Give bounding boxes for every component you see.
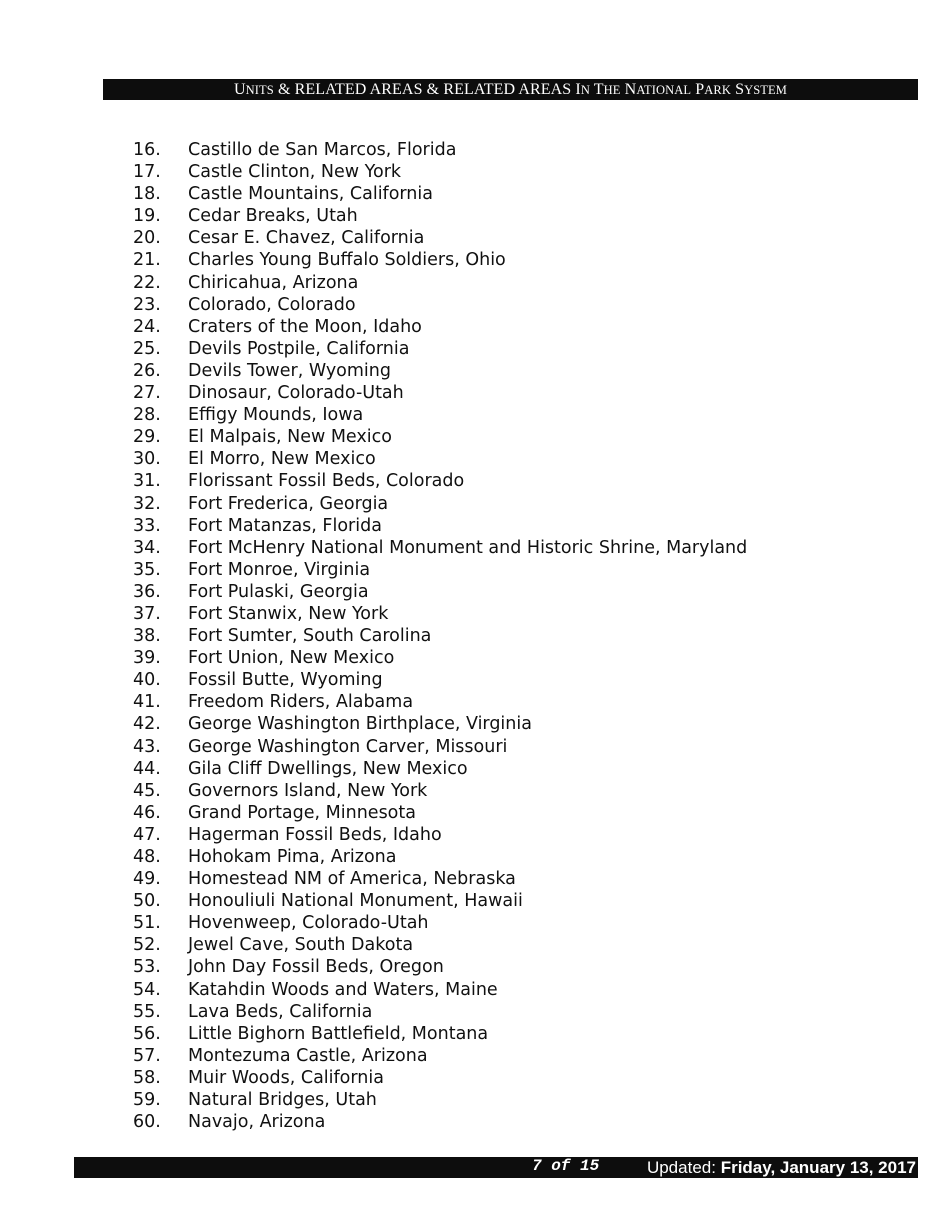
- header-text-segment: N: [620, 81, 637, 98]
- item-number: 27.: [133, 383, 161, 404]
- item-text: Fossil Butte, Wyoming: [188, 670, 383, 691]
- item-text: Hagerman Fossil Beds, Idaho: [188, 824, 442, 845]
- item-number: 37.: [133, 603, 161, 624]
- list-item: [0, 559, 950, 581]
- item-number: 49.: [133, 869, 161, 890]
- item-number: 16.: [133, 140, 161, 160]
- item-number: 25.: [133, 338, 161, 359]
- item-text: Governors Island, New York: [188, 780, 428, 801]
- item-number: 42.: [133, 714, 161, 735]
- item-text: Gila Cliff Dwellings, New Mexico: [188, 758, 468, 779]
- item-text: Dinosaur, Colorado-Utah: [188, 383, 404, 404]
- item-number: 21.: [133, 250, 161, 271]
- item-text: Chiricahua, Arizona: [188, 272, 359, 293]
- item-number: 19.: [133, 206, 161, 227]
- list-item: [0, 448, 950, 470]
- item-text: El Malpais, New Mexico: [188, 427, 392, 448]
- updated-label: Updated:: [646, 1158, 721, 1177]
- list-item: [0, 294, 950, 316]
- item-number: 20.: [133, 228, 161, 249]
- list-item: [0, 161, 950, 183]
- header-text-segment: T: [589, 81, 604, 98]
- list-item: [0, 890, 950, 912]
- item-text: Devils Postpile, California: [188, 338, 410, 359]
- item-number: 59.: [133, 1090, 161, 1111]
- item-text: George Washington Carver, Missouri: [188, 736, 508, 757]
- item-number: 54.: [133, 979, 161, 1000]
- item-text: Lava Beds, California: [188, 1001, 373, 1022]
- item-number: 56.: [133, 1023, 161, 1044]
- item-number: 53.: [133, 957, 161, 978]
- item-text: Navajo, Arizona: [188, 1112, 326, 1133]
- page-header-bar: [103, 79, 918, 100]
- list-item: [0, 426, 950, 448]
- list-item: [0, 515, 950, 537]
- list-item: [0, 316, 950, 338]
- item-text: Fort Pulaski, Georgia: [188, 581, 369, 602]
- item-text: Craters of the Moon, Idaho: [188, 316, 422, 337]
- item-text: Jewel Cave, South Dakota: [188, 935, 414, 956]
- item-number: 18.: [133, 184, 161, 205]
- item-text: Castle Mountains, California: [188, 184, 433, 205]
- item-number: 57.: [133, 1045, 161, 1066]
- item-number: 35.: [133, 559, 161, 580]
- header-text-segment: N: [580, 83, 590, 97]
- header-text-segment: I: [575, 81, 581, 98]
- list-item: [0, 802, 950, 824]
- item-text: Castle Clinton, New York: [188, 162, 402, 183]
- list-item: [0, 979, 950, 1001]
- list-item: [0, 669, 950, 691]
- updated-stamp: [647, 1157, 916, 1178]
- list-item: [0, 537, 950, 559]
- item-text: Freedom Riders, Alabama: [188, 692, 414, 713]
- list-item: [0, 183, 950, 205]
- item-text: Natural Bridges, Utah: [188, 1090, 377, 1111]
- item-text: Hovenweep, Colorado-Utah: [188, 913, 429, 934]
- list-item: [0, 338, 950, 360]
- item-number: 29.: [133, 427, 161, 448]
- item-number: 22.: [133, 272, 161, 293]
- header-text-segment: U: [234, 81, 246, 98]
- item-number: 38.: [133, 626, 161, 647]
- item-number: 32.: [133, 493, 161, 514]
- item-text: Fort Monroe, Virginia: [188, 559, 371, 580]
- list-item: [0, 713, 950, 735]
- item-text: George Washington Birthplace, Virginia: [188, 714, 532, 735]
- item-text: Charles Young Buffalo Soldiers, Ohio: [188, 250, 506, 271]
- page-footer-bar: [74, 1157, 918, 1178]
- item-text: John Day Fossil Beds, Oregon: [188, 957, 444, 978]
- list-item: [0, 956, 950, 978]
- item-text: Florissant Fossil Beds, Colorado: [188, 471, 465, 492]
- item-number: 46.: [133, 802, 161, 823]
- item-text: Effigy Mounds, Iowa: [188, 405, 364, 426]
- item-text: Fort Frederica, Georgia: [188, 493, 389, 514]
- header-text-segment: YSTEM: [744, 83, 787, 97]
- item-text: Grand Portage, Minnesota: [188, 802, 416, 823]
- list-item: [0, 603, 950, 625]
- item-text: Castillo de San Marcos, Florida: [188, 140, 457, 160]
- item-text: Montezuma Castle, Arizona: [188, 1045, 428, 1066]
- list-item: [0, 205, 950, 227]
- item-text: Hohokam Pima, Arizona: [188, 847, 397, 867]
- header-title: [234, 81, 787, 98]
- list-item: [0, 691, 950, 713]
- item-number: 41.: [133, 692, 161, 713]
- header-text-segment: NITS: [245, 83, 274, 97]
- list-item: [0, 1023, 950, 1045]
- list-item: [0, 824, 950, 846]
- item-number: 33.: [133, 515, 161, 536]
- item-text: Katahdin Woods and Waters, Maine: [188, 979, 498, 1000]
- item-text: Homestead NM of America, Nebraska: [188, 869, 516, 890]
- item-text: Cesar E. Chavez, California: [188, 228, 425, 249]
- list-item: [0, 1001, 950, 1023]
- item-number: 51.: [133, 913, 161, 934]
- item-number: 58.: [133, 1067, 161, 1088]
- item-number: 48.: [133, 847, 161, 867]
- item-number: 34.: [133, 537, 161, 558]
- item-number: 50.: [133, 891, 161, 912]
- header-text-segment: & RELATED AREAS & RELATED AREAS: [273, 81, 576, 98]
- units-list: [0, 139, 950, 1133]
- item-number: 52.: [133, 935, 161, 956]
- list-item: [0, 1111, 950, 1133]
- list-item: [0, 1089, 950, 1111]
- item-text: Muir Woods, California: [188, 1067, 384, 1088]
- item-text: Colorado, Colorado: [188, 294, 356, 315]
- list-item: [0, 272, 950, 294]
- list-item: [0, 934, 950, 956]
- item-text: Fort McHenry National Monument and Historic Shrine, Maryland: [188, 537, 748, 558]
- list-item: [0, 470, 950, 492]
- list-item: [0, 139, 950, 161]
- header-text-segment: HE: [603, 83, 621, 97]
- item-number: 44.: [133, 758, 161, 779]
- list-item: [0, 1067, 950, 1089]
- list-item: [0, 758, 950, 780]
- item-text: El Morro, New Mexico: [188, 449, 376, 470]
- list-item: [0, 404, 950, 426]
- item-number: 45.: [133, 780, 161, 801]
- list-item: [0, 625, 950, 647]
- list-item: [0, 780, 950, 802]
- item-text: Fort Sumter, South Carolina: [188, 626, 432, 647]
- header-text-segment: S: [730, 81, 745, 98]
- header-text-segment: ATIONAL: [636, 83, 692, 97]
- updated-date: Friday, January 13, 2017: [720, 1158, 916, 1177]
- item-number: 28.: [133, 405, 161, 426]
- list-item: [0, 360, 950, 382]
- item-number: 24.: [133, 316, 161, 337]
- item-number: 26.: [133, 360, 161, 381]
- list-item: [0, 382, 950, 404]
- list-item: [0, 581, 950, 603]
- item-number: 60.: [133, 1112, 161, 1133]
- item-number: 17.: [133, 162, 161, 183]
- list-item: [0, 736, 950, 758]
- item-number: 36.: [133, 581, 161, 602]
- list-item: [0, 493, 950, 515]
- item-number: 47.: [133, 824, 161, 845]
- item-number: 43.: [133, 736, 161, 757]
- list-item: [0, 227, 950, 249]
- header-text-segment: ARK: [704, 83, 731, 97]
- item-number: 31.: [133, 471, 161, 492]
- item-text: Fort Matanzas, Florida: [188, 515, 382, 536]
- item-text: Devils Tower, Wyoming: [188, 360, 391, 381]
- item-number: 23.: [133, 294, 161, 315]
- item-text: Fort Union, New Mexico: [188, 648, 395, 669]
- item-number: 55.: [133, 1001, 161, 1022]
- item-number: 39.: [133, 648, 161, 669]
- page-indicator: 7 of 15: [532, 1157, 600, 1175]
- list-item: [0, 868, 950, 890]
- item-text: Cedar Breaks, Utah: [188, 206, 358, 227]
- list-item: [0, 647, 950, 669]
- header-text-segment: P: [691, 81, 705, 98]
- item-number: 30.: [133, 449, 161, 470]
- list-item: [0, 846, 950, 868]
- list-item: [0, 1045, 950, 1067]
- item-number: 40.: [133, 670, 161, 691]
- item-text: Fort Stanwix, New York: [188, 603, 389, 624]
- list-item: [0, 912, 950, 934]
- list-item: [0, 249, 950, 271]
- item-text: Little Bighorn Battlefield, Montana: [188, 1023, 489, 1044]
- item-text: Honouliuli National Monument, Hawaii: [188, 891, 523, 912]
